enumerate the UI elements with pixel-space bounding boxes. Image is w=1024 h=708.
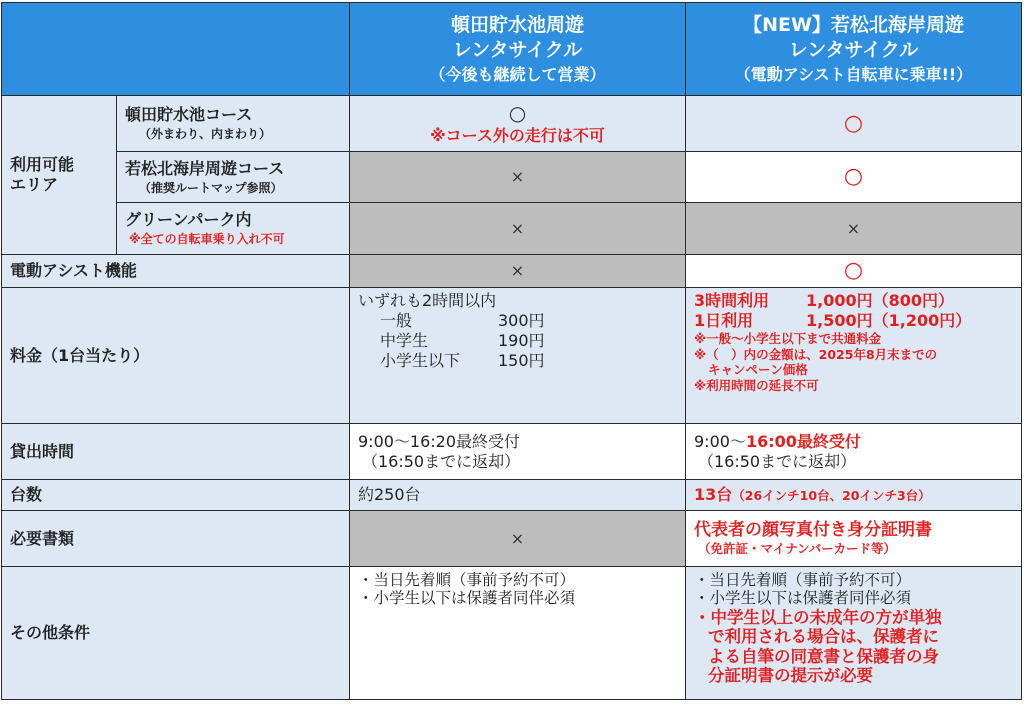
area-tonda-col2: [686, 96, 1022, 152]
fee-item-price: 190円: [498, 331, 545, 350]
assist-col2: [686, 255, 1022, 288]
area-row-name: 若松北海岸周遊コース: [125, 158, 285, 178]
cross-mark-icon: ×: [510, 167, 525, 186]
docs-col2: [686, 511, 1022, 567]
units-col1: 約250台: [350, 480, 686, 511]
course-restriction-note: ※コース外の走行は不可: [430, 126, 605, 145]
fee-3hour-price: 1,000円（800円）: [806, 291, 955, 310]
header-tonda-cycle: [350, 3, 686, 96]
assist-label: 電動アシスト機能: [2, 255, 350, 288]
cross-mark-icon: ×: [510, 218, 525, 238]
fee-item-label: 中学生: [380, 331, 429, 350]
other-col2-red-line: よる自筆の同意書と保護者の身: [708, 646, 939, 666]
header-empty-cell: [2, 3, 350, 96]
area-row-name: 頓田貯水池コース: [125, 105, 253, 124]
header-col2-line2: レンタサイクル: [788, 39, 919, 62]
fee-note: ※（ ）内の金額は、2025年8月末までの: [694, 346, 938, 362]
other-col2-red-line: ・中学生以上の未成年の方が単独: [694, 607, 942, 627]
hours-col1-line1: 9:00～16:20最終受付: [358, 431, 521, 451]
other-col2: [686, 567, 1022, 700]
other-col1: [350, 567, 686, 700]
area-wakamatsu-col1: [350, 152, 686, 203]
area-row-note: （推奨ルートマップ参照）: [139, 180, 283, 195]
units-col2: [686, 480, 1022, 511]
cross-mark-icon: ×: [510, 261, 525, 280]
area-label-line1: 利用可能: [10, 155, 75, 174]
area-row-note: （外まわり、内まわり）: [139, 127, 272, 141]
circle-mark-icon: ○: [843, 164, 864, 190]
units-col2-main: 13台: [694, 485, 733, 504]
circle-mark-icon: ○: [508, 101, 527, 125]
fee-1day-price: 1,500円（1,200円）: [806, 311, 972, 330]
fee-3hour: [694, 291, 1021, 311]
units-col2-detail: （26インチ10台、20インチ3台）: [732, 488, 931, 503]
other-col1-item: ・小学生以下は保護者同伴必須: [358, 589, 576, 608]
other-label: その他条件: [2, 567, 350, 700]
fee-3hour-label: 3時間利用: [694, 291, 770, 310]
other-col2-red-line: で利用される場合は、保護者に: [708, 627, 939, 647]
area-row-wakamatsu-course: [117, 152, 350, 203]
docs-col2-main: 代表者の顔写真付き身分証明書: [694, 520, 932, 541]
hours-col2-line2: （16:50までに返却）: [698, 451, 857, 471]
header-wakamatsu-cycle: [686, 3, 1022, 96]
area-label-cell: [2, 96, 117, 255]
fee-note: ※利用時間の延長不可: [694, 377, 819, 393]
circle-mark-icon: ○: [843, 110, 864, 136]
docs-label: 必要書類: [2, 511, 350, 567]
hours-col1: [350, 424, 686, 480]
hours-col2: [686, 424, 1022, 480]
other-col2-item: ・小学生以下は保護者同伴必須: [694, 589, 912, 608]
fee-note: ※一般～小学生以下まで共通料金: [694, 331, 882, 346]
area-label-line2: エリア: [10, 175, 59, 194]
cross-mark-icon: ×: [510, 528, 525, 548]
fee-item-price: 300円: [498, 311, 545, 330]
area-greenpark-col1: [350, 203, 686, 255]
hours-col2-prefix: 9:00～: [694, 431, 746, 451]
area-row-name: グリーンパーク内: [125, 210, 252, 229]
fee-item-junior-high: [358, 331, 685, 351]
other-col1-item: ・当日先着順（事前予約不可）: [358, 571, 576, 589]
fee-item-elementary: [358, 351, 685, 371]
area-row-note: ※全ての自転車乗り入れ不可: [129, 232, 285, 246]
area-greenpark-col2: [686, 203, 1022, 255]
fee-item-label: 小学生以下: [380, 351, 461, 370]
area-row-greenpark: [117, 203, 350, 255]
header-col1-line1: 頓田貯水池周遊: [450, 14, 584, 37]
header-col2-line3: （電動アシスト自転車に乗車!!）: [734, 64, 973, 84]
header-col1-line3: （今後も継続して営業）: [429, 64, 606, 84]
circle-mark-icon: ○: [843, 258, 864, 284]
area-wakamatsu-col2: [686, 152, 1022, 203]
hours-col1-line2: （16:50までに返却）: [362, 451, 521, 471]
fee-1day: [694, 311, 1021, 331]
rental-cycle-comparison-table: [1, 2, 1022, 700]
hours-col2-line1: [694, 432, 1021, 452]
fee-item-label: 一般: [380, 311, 413, 330]
units-label: 台数: [2, 480, 350, 511]
fee-col2: [686, 288, 1022, 424]
hours-label: 貸出時間: [2, 424, 350, 480]
fee-label: 料金（1台当たり）: [2, 288, 350, 424]
docs-col2-detail: （免許証・マイナンバーカード等）: [698, 541, 897, 557]
fee-1day-label: 1日利用: [694, 311, 754, 330]
fee-item-price: 150円: [498, 351, 545, 370]
other-col2-red-line: 分証明書の提示が必要: [708, 665, 873, 685]
area-tonda-col1: [350, 96, 686, 152]
fee-note: キャンペーン価格: [708, 362, 808, 378]
header-col2-line1: 【NEW】若松北海岸周遊: [743, 14, 964, 37]
fee-intro: いずれも2時間以内: [358, 291, 497, 310]
docs-col1: [350, 511, 686, 567]
fee-col1: [350, 288, 686, 424]
hours-col2-highlight: 16:00最終受付: [745, 431, 861, 451]
header-col1-line2: レンタサイクル: [452, 39, 583, 62]
fee-item-general: [358, 311, 685, 331]
cross-mark-icon: ×: [846, 218, 861, 238]
area-row-tonda-course: [117, 96, 350, 152]
other-col2-item: ・当日先着順（事前予約不可）: [694, 571, 912, 589]
assist-col1: [350, 255, 686, 288]
